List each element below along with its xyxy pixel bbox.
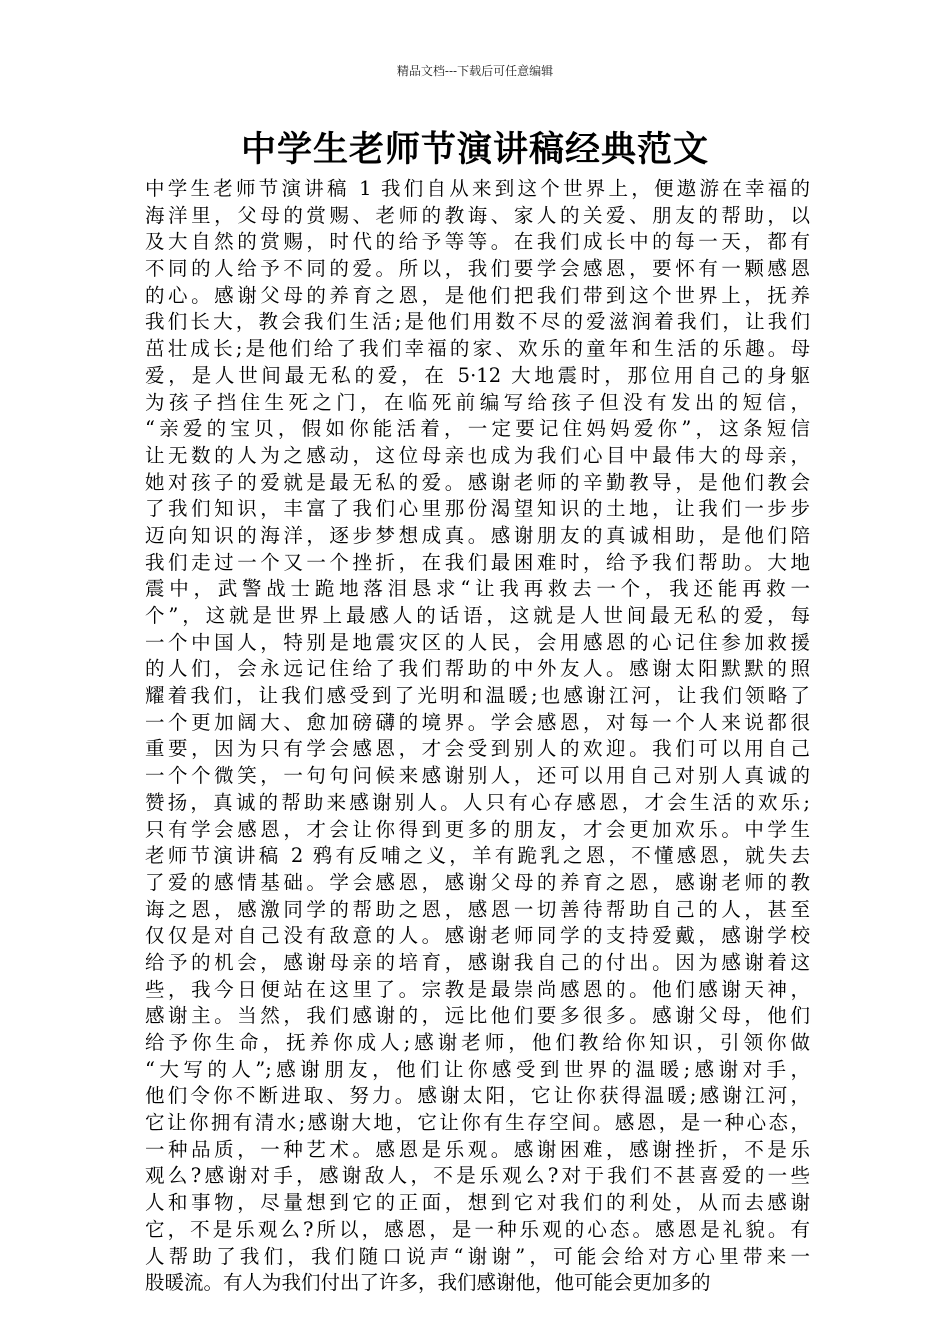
text-line: 感谢主。当然，我们感谢的，远比他们要多很多。感谢父母，他们 — [145, 1004, 810, 1028]
text-line: 诲之恩，感激同学的帮助之恩，感恩一切善待帮助自己的人，甚至 — [145, 897, 810, 921]
text-line: 人帮助了我们，我们随口说声“谢谢”，可能会给对方心里带来一 — [145, 1244, 810, 1268]
text-line: 人和事物，尽量想到它的正面，想到它对我们的利处，从而去感谢 — [145, 1191, 810, 1215]
text-line: 他们令你不断进取、努力。感谢太阳，它让你获得温暖;感谢江河， — [145, 1084, 810, 1108]
text-line: 海洋里，父母的赏赐、老师的教诲、家人的关爱、朋友的帮助，以 — [145, 203, 810, 227]
text-line: 一个个微笑，一句句问候来感谢别人，还可以用自己对别人真诚的 — [145, 764, 810, 788]
text-line: 的心。感谢父母的养育之恩，是他们把我们带到这个世界上，抚养 — [145, 283, 810, 307]
text-line: 它，不是乐观么?所以，感恩，是一种乐观的心态。感恩是礼貌。有 — [145, 1217, 810, 1241]
text-line: 一种品质，一种艺术。感恩是乐观。感谢困难，感谢挫折，不是乐 — [145, 1137, 810, 1161]
text-line: 茁壮成长;是他们给了我们幸福的家、欢乐的童年和生活的乐趣。母 — [145, 337, 810, 361]
text-line: 一个中国人，特别是地震灾区的人民，会用感恩的心记住参加救援 — [145, 630, 810, 654]
text-line: 赞扬，真诚的帮助来感谢别人。人只有心存感恩，才会生活的欢乐; — [145, 790, 810, 814]
text-line: “亲爱的宝贝，假如你能活着，一定要记住妈妈爱你”，这条短信 — [145, 417, 810, 441]
text-line: 让无数的人为之感动，这位母亲也成为我们心目中最伟大的母亲， — [145, 443, 810, 467]
document-body — [145, 176, 810, 1297]
page-header: 精品文档---下载后可任意编辑 — [396, 64, 554, 78]
text-line: 我们走过一个又一个挫折，在我们最困难时，给予我们帮助。大地 — [145, 550, 810, 574]
text-line: 震中，武警战士跪地落泪恳求“让我再救去一个，我还能再救一 — [145, 577, 810, 601]
text-line: 迈向知识的海洋，逐步梦想成真。感谢朋友的真诚相助，是他们陪 — [145, 523, 810, 547]
text-line: 股暖流。有人为我们付出了许多，我们感谢他，他可能会更加多的 — [145, 1271, 711, 1295]
text-line: 中学生老师节演讲稿 1 我们自从来到这个世界上，便遨游在幸福的 — [145, 177, 810, 200]
text-line: 些，我今日便站在这里了。宗教是最崇尚感恩的。他们感谢天神， — [145, 977, 810, 1001]
text-line: 了爱的感情基础。学会感恩，感谢父母的养育之恩，感谢老师的教 — [145, 870, 810, 894]
text-line: 爱，是人世间最无私的爱，在 5·12 大地震时，那位用自己的身躯 — [145, 363, 810, 387]
text-line: 耀着我们，让我们感受到了光明和温暖;也感谢江河，让我们领略了 — [145, 684, 810, 708]
text-line: 它让你拥有清水;感谢大地，它让你有生存空间。感恩，是一种心态， — [145, 1111, 810, 1135]
text-line: 她对孩子的爱就是最无私的爱。感谢老师的辛勤教导，是他们教会 — [145, 470, 810, 494]
text-line: 了我们知识，丰富了我们心里那份渴望知识的土地，让我们一步步 — [145, 497, 810, 521]
text-line: 及大自然的赏赐，时代的给予等等。在我们成长中的每一天，都有 — [145, 230, 810, 254]
text-line: 重要，因为只有学会感恩，才会受到别人的欢迎。我们可以用自己 — [145, 737, 810, 761]
text-line: 老师节演讲稿 2 鸦有反哺之义，羊有跪乳之恩，不懂感恩，就失去 — [145, 844, 810, 868]
text-line: 观么?感谢对手，感谢敌人，不是乐观么?对于我们不甚喜爱的一些 — [145, 1164, 810, 1188]
text-line: 的人们，会永远记住给了我们帮助的中外友人。感谢太阳默默的照 — [145, 657, 810, 681]
text-line: 不同的人给予不同的爱。所以，我们要学会感恩，要怀有一颗感恩 — [145, 257, 810, 281]
text-line: 仅仅是对自己没有敌意的人。感谢老师同学的支持爱戴，感谢学校 — [145, 924, 810, 948]
text-line: 我们长大，教会我们生活;是他们用数不尽的爱滋润着我们，让我们 — [145, 310, 810, 334]
text-line: 给予的机会，感谢母亲的培育，感谢我自己的付出。因为感谢着这 — [145, 950, 810, 974]
document-title: 中学生老师节演讲稿经典范文 — [240, 129, 709, 170]
text-line: “大写的人”;感谢朋友，他们让你感受到世界的温暖;感谢对手， — [145, 1057, 810, 1081]
text-line: 一个更加阔大、愈加磅礴的境界。学会感恩，对每一个人来说都很 — [145, 710, 810, 734]
text-line: 为孩子挡住生死之门，在临死前编写给孩子但没有发出的短信， — [145, 390, 810, 414]
text-line: 给予你生命，抚养你成人;感谢老师，他们教给你知识，引领你做 — [145, 1031, 810, 1054]
text-line: 个”，这就是世界上最感人的话语，这就是人世间最无私的爱，每 — [145, 604, 810, 627]
text-line: 只有学会感恩，才会让你得到更多的朋友，才会更加欢乐。中学生 — [145, 817, 810, 841]
